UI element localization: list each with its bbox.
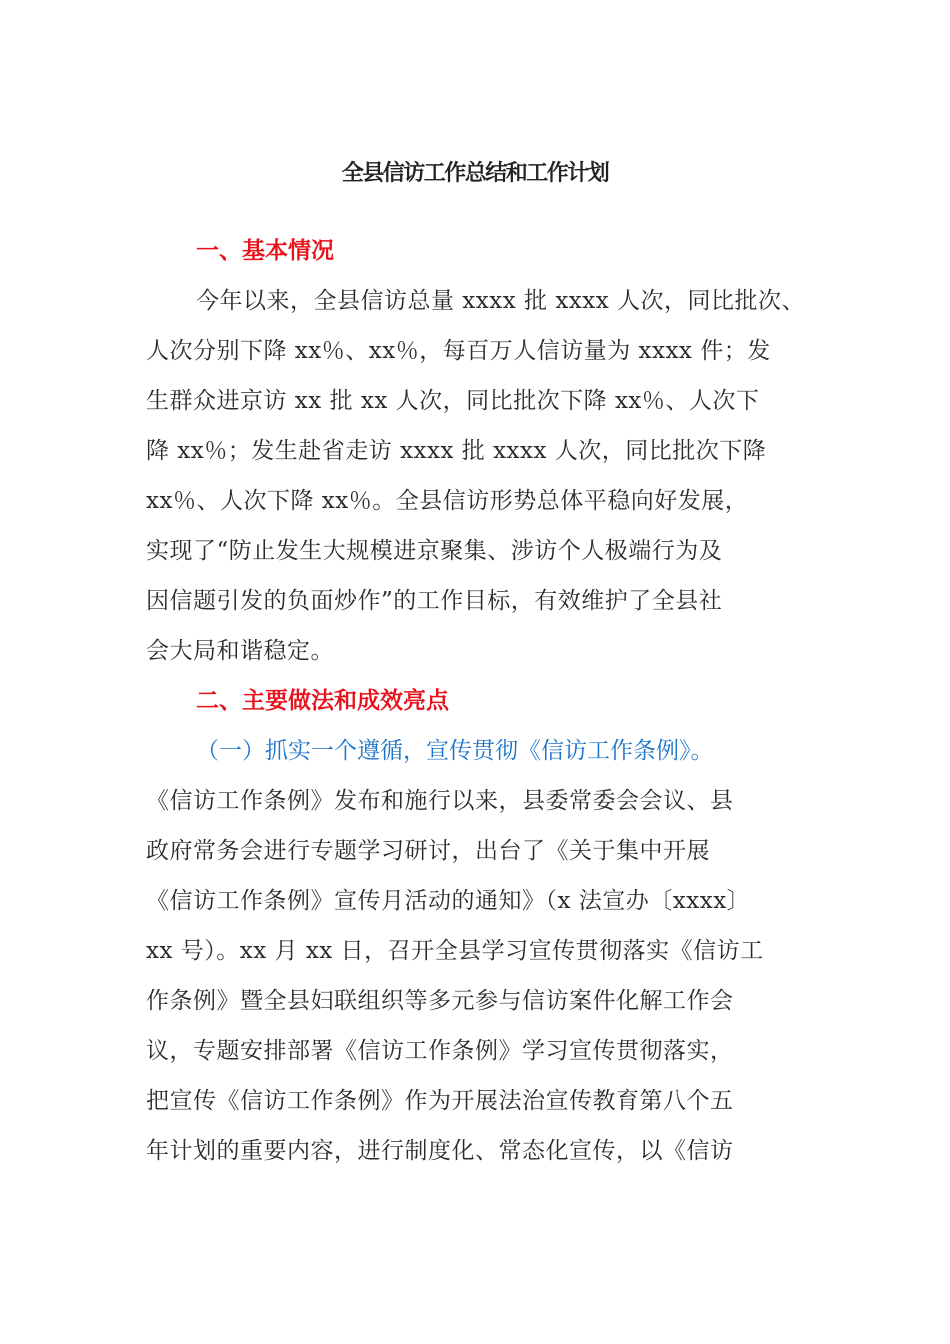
- body-line: 会大局和谐稳定。: [146, 638, 334, 664]
- body-line: xx％、人次下降 xx％。全县信访形势总体平稳向好发展，: [146, 488, 749, 514]
- document-title: 全县信访工作总结和工作计划: [341, 160, 609, 186]
- body-line: 年计划的重要内容，进行制度化、常态化宣传，以《信访: [146, 1138, 734, 1164]
- body-line: 今年以来，全县信访总量 xxxx 批 xxxx 人次，同比批次、: [196, 288, 806, 314]
- body-line: 因信题引发的负面炒作”的工作目标，有效维护了全县社: [146, 588, 723, 614]
- body-line: 作条例》暨全县妇联组织等多元参与信访案件化解工作会: [146, 988, 734, 1014]
- body-line: 议，专题安排部署《信访工作条例》学习宣传贯彻落实，: [146, 1038, 734, 1064]
- subsection-heading: （一）抓实一个遵循，宣传贯彻《信访工作条例》。: [196, 738, 714, 764]
- body-line: 人次分别下降 xx％、xx％，每百万人信访量为 xxxx 件；发: [146, 338, 771, 364]
- body-line: 降 xx％；发生赴省走访 xxxx 批 xxxx 人次，同比批次下降: [146, 438, 767, 464]
- body-line: 《信访工作条例》宣传月活动的通知》（x 法宣办〔xxxx〕: [146, 888, 751, 914]
- body-line: 《信访工作条例》发布和施行以来，县委常委会会议、县: [146, 788, 734, 814]
- body-line: 实现了“防止发生大规模进京聚集、涉访个人极端行为及: [146, 538, 723, 564]
- section-heading-basic-situation: 一、基本情况: [196, 238, 334, 264]
- body-line: 生群众进京访 xx 批 xx 人次，同比批次下降 xx％、人次下: [146, 388, 760, 414]
- section-heading-main-practices: 二、主要做法和成效亮点: [196, 688, 449, 714]
- body-line: 把宣传《信访工作条例》作为开展法治宣传教育第八个五: [146, 1088, 734, 1114]
- body-line: 政府常务会进行专题学习研讨，出台了《关于集中开展: [146, 838, 710, 864]
- body-line: xx 号）。xx 月 xx 日，召开全县学习宣传贯彻落实《信访工: [146, 938, 764, 964]
